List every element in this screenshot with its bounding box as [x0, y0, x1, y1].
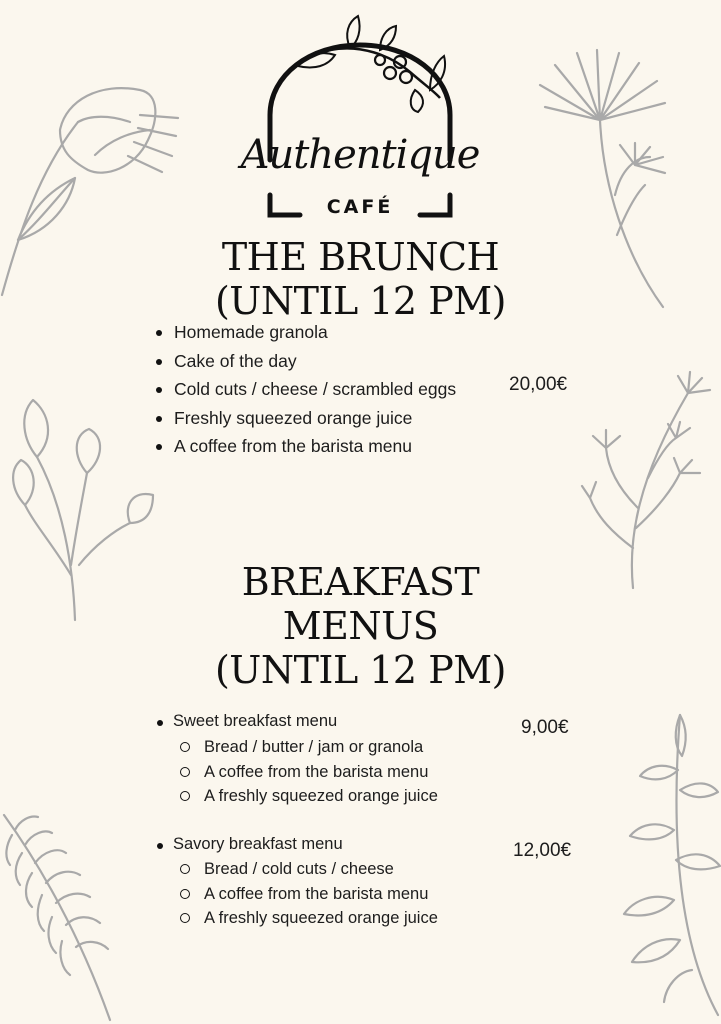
- list-item: Cake of the day: [156, 347, 456, 376]
- list-item: Homemade granola: [156, 318, 456, 347]
- list-item: Bread / butter / jam or granola: [180, 735, 438, 760]
- list-item: A coffee from the barista menu: [180, 760, 438, 785]
- brunch-title: [0, 235, 721, 323]
- list-item: A freshly squeezed orange juice: [180, 906, 438, 931]
- list-item: A coffee from the barista menu: [156, 432, 456, 461]
- olive-branch-icon: [240, 10, 480, 225]
- cafe-logo: [240, 10, 480, 225]
- brunch-title-line1: THE BRUNCH: [221, 235, 500, 279]
- brunch-items-list: [156, 318, 456, 461]
- savory-menu-items: [180, 857, 438, 931]
- leafy-branch-icon: [608, 710, 721, 1024]
- list-item: Freshly squeezed orange juice: [156, 404, 456, 433]
- brunch-price: 20,00€: [509, 374, 568, 395]
- sweet-menu-items: [180, 735, 438, 809]
- logo-script-text: Authentique: [240, 132, 480, 178]
- list-item: Bread / cold cuts / cheese: [180, 857, 438, 882]
- list-item: A freshly squeezed orange juice: [180, 784, 438, 809]
- sweet-menu-price: 9,00€: [521, 717, 569, 738]
- list-item: Cold cuts / cheese / scrambled eggs: [156, 375, 456, 404]
- list-item: A coffee from the barista menu: [180, 882, 438, 907]
- breakfast-title-line2: MENUS: [282, 604, 439, 648]
- breakfast-title-line1: BREAKFAST: [241, 560, 480, 604]
- sweet-menu-name: Sweet breakfast menu: [157, 712, 337, 731]
- savory-menu-name: Savory breakfast menu: [157, 835, 343, 854]
- logo-cafe-text: CAFÉ: [326, 196, 394, 218]
- fern-leaf-icon: [0, 805, 140, 1024]
- breakfast-title-line3: (UNTIL 12 PM): [214, 648, 506, 692]
- savory-menu-price: 12,00€: [513, 840, 572, 861]
- brunch-title-line2: (UNTIL 12 PM): [214, 279, 506, 323]
- breakfast-title: [0, 560, 721, 692]
